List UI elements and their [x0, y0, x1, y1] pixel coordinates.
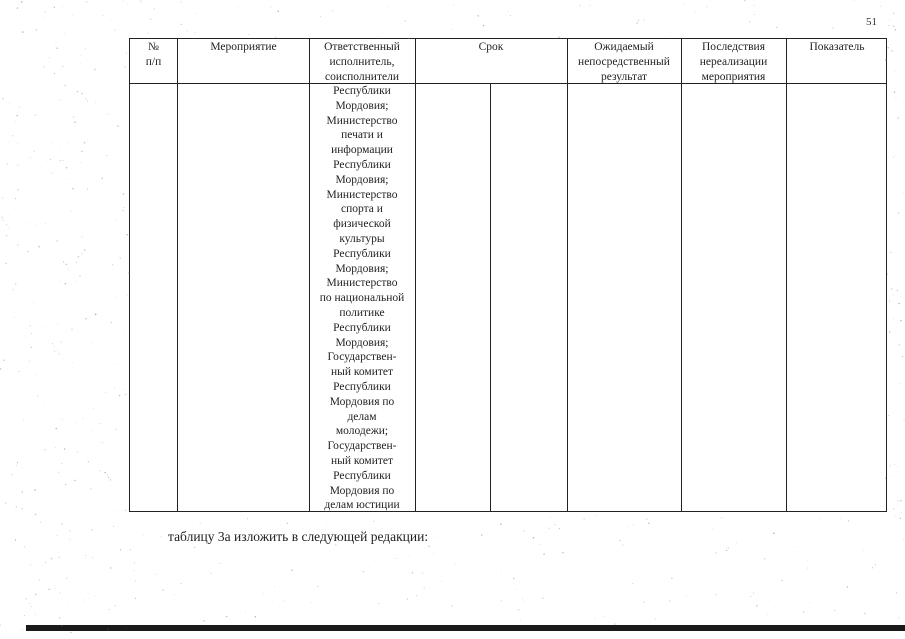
header-number: № п/п [145, 41, 162, 68]
responsible-line: делам юстиции [324, 499, 400, 512]
responsible-line: Мордовия по [329, 395, 395, 408]
responsible-line: Государствен- [327, 440, 397, 453]
header-term: Срок [478, 41, 504, 53]
scan-edge-bar [26, 625, 905, 631]
header-consequences: Последствия нереализации мероприятия [699, 41, 768, 83]
header-expected-result: Ожидаемый непосредственный результат [578, 41, 670, 83]
column-divider [786, 39, 787, 511]
responsible-line: спорта и [341, 203, 383, 216]
responsible-line: Мордовия; [335, 336, 389, 349]
responsible-line: Министерство [326, 277, 398, 290]
responsible-line: физической [333, 218, 391, 231]
header-measure: Мероприятие [210, 41, 277, 53]
responsible-line: Мордовия; [335, 99, 389, 112]
responsible-line: Мордовия по [329, 484, 395, 497]
responsible-line: Министерство [326, 114, 398, 127]
responsible-line: политике [339, 306, 385, 319]
responsible-cell [309, 84, 415, 512]
responsible-line: по национальной [319, 292, 405, 305]
responsible-line: молодежи; [335, 425, 389, 438]
page-number: 51 [866, 16, 877, 28]
responsible-line: Государствен- [327, 351, 397, 364]
responsible-line: ный комитет [330, 366, 394, 379]
column-divider [681, 39, 682, 511]
responsible-line: ный комитет [330, 454, 394, 467]
responsible-line: Мордовия; [335, 262, 389, 275]
responsible-line: Республики [333, 321, 391, 334]
responsible-line: культуры [339, 232, 385, 245]
responsible-line: Республики [333, 469, 391, 482]
responsible-line: информации [331, 144, 393, 157]
header-indicator: Показатель [809, 41, 865, 53]
responsible-line: Министерство [326, 188, 398, 201]
header-responsible: Ответственный исполнитель, соисполнители [324, 41, 400, 83]
measures-table [129, 38, 887, 512]
term-subcolumn-divider [490, 83, 491, 511]
responsible-line: Республики [333, 85, 391, 97]
column-divider [415, 39, 416, 511]
responsible-line: Республики [333, 380, 391, 393]
responsible-line: Мордовия; [335, 173, 389, 186]
responsible-line: Республики [333, 247, 391, 260]
column-divider [177, 39, 178, 511]
responsible-line: Республики [333, 158, 391, 171]
continuation-text: таблицу 3а изложить в следующей редакции: [168, 529, 429, 544]
header-divider [130, 83, 886, 84]
responsible-line: делам [347, 410, 377, 423]
column-divider [567, 39, 568, 511]
responsible-line: печати и [341, 129, 383, 142]
